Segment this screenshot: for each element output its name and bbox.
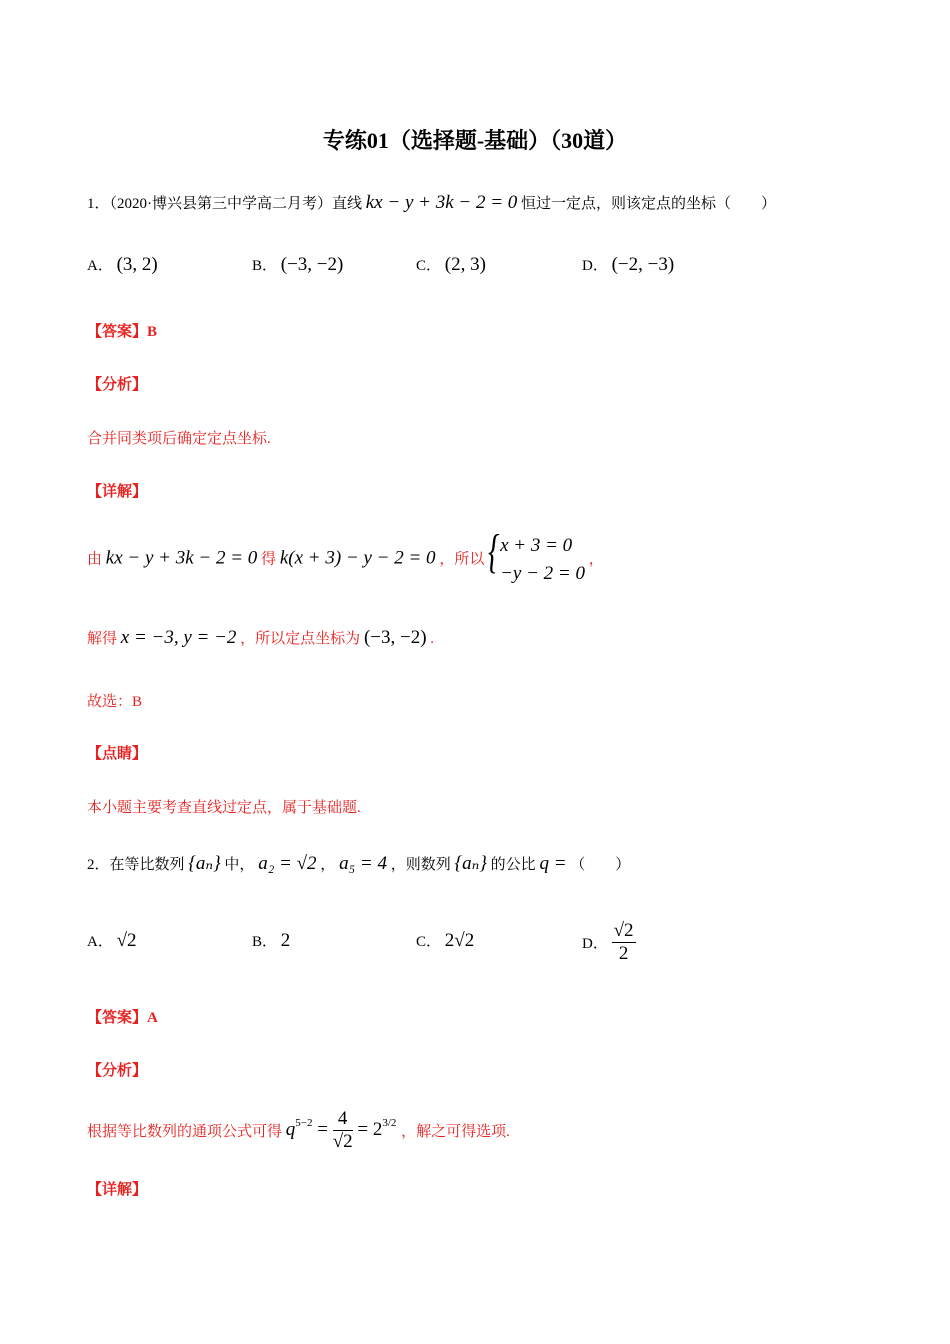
formula-fraction [333,1108,353,1153]
q2-option-d [582,920,636,965]
q2-detail-tag: 【详解】 [87,1182,148,1198]
q2-text: ，则数列 [390,857,451,873]
option-value: (−3, −2) [280,254,344,275]
question-2 [87,852,630,875]
q1-analysis-tag: 【分析】 [87,377,148,393]
q1-option-c [416,254,486,276]
q1-choose: 故选：B [87,694,143,710]
q2-text: 中， [224,857,255,873]
q2-analysis-line [87,1108,510,1153]
q2-analysis-tag: 【分析】 [87,1063,148,1079]
q1-prefix: 1．（2020·博兴县第三中学高二月考）直线 [87,196,362,212]
q1-comment-text: 本小题主要考查直线过定点，属于基础题. [87,800,361,816]
text-solve: 解得 [87,631,118,647]
fraction-denominator: √2 [332,1131,353,1152]
page-title: 专练01（选择题-基础）（30道） [322,128,628,153]
option-value: (3, 2) [116,254,158,275]
q1-suffix: 恒过一定点，则该定点的坐标（ ） [521,196,777,212]
option-letter: C． [416,258,442,274]
q2-option-a [87,930,137,952]
analysis-formula: $q^{5-2}$ = $\frac{4}{√2}$ = $2^{3/2}$ [285,1108,397,1152]
option-value: 2√2 [444,930,475,951]
q1-option-d [582,254,674,276]
option-letter: A． [87,258,113,274]
formula-exponent: 5−2 [295,1116,313,1129]
system-line-1: x + 3 = 0 [500,535,573,556]
q2-ratio-variable: q = [539,853,567,874]
option-value: (−2, −3) [611,254,675,275]
q1-option-b [252,254,343,276]
q1-detail-tag: 【详解】 [87,484,148,500]
option-value: (2, 3) [444,254,486,275]
solve-equation: x = −3, y = −2 [120,627,237,648]
fraction-denominator: 2 [618,943,629,964]
q2-option-c [416,930,474,952]
detail-equation-1: kx − y + 3k − 2 = 0 [105,547,258,569]
detail-equation-2: k(x + 3) − y − 2 = 0 [279,547,436,569]
fraction-numerator: √2 [613,920,634,941]
option-value: √2 [116,930,137,951]
equation-system [488,525,585,588]
q2-text: ， [320,857,336,873]
q2-paren: （ ） [570,857,631,873]
q2-sequence: {aₙ} [454,853,487,874]
q2-option-b [252,930,290,952]
q1-solve-line [87,627,434,649]
analysis-suffix: ，解之可得选项. [401,1124,510,1140]
q2-condition-2: a₅ = 4 [339,853,387,874]
rhs-exponent: 3/2 [382,1116,397,1129]
text-so: ，所以 [439,551,485,568]
formula-base: q [285,1118,296,1140]
q1-option-a [87,254,158,276]
option-letter: B． [252,258,278,274]
q2-prefix: 2．在等比数列 [87,857,185,873]
text-period: . [430,631,435,647]
text-comma: ， [588,551,604,568]
fraction-numerator: 4 [333,1108,353,1131]
option-letter: D． [582,936,608,952]
solve-point: (−3, −2) [363,627,427,648]
text-get: 得 [261,551,277,568]
analysis-prefix: 根据等比数列的通项公式可得 [87,1124,283,1140]
question-1 [87,192,776,214]
option-letter: D． [582,258,608,274]
q1-equation: kx − y + 3k − 2 = 0 [365,192,518,213]
brace-symbol: { [488,525,500,578]
option-fraction [612,920,636,965]
q1-analysis-text: 合并同类项后确定定点坐标. [87,431,271,447]
option-value: 2 [280,930,291,951]
q2-text: 的公比 [490,857,536,873]
option-letter: C． [416,934,442,950]
text-from: 由 [87,551,103,568]
q2-sequence: {aₙ} [188,853,221,874]
option-letter: B． [252,934,278,950]
q2-answer: 【答案】A [87,1010,158,1026]
system-line-2: −y − 2 = 0 [500,563,585,584]
text-solve-mid: ，所以定点坐标为 [240,631,361,647]
q1-answer: 【答案】B [87,324,158,340]
option-letter: A． [87,934,113,950]
rhs-base: 2 [372,1118,383,1140]
q1-detail-line [87,525,604,588]
q1-comment-tag: 【点睛】 [87,746,148,762]
q2-condition-1: a₂ = √2 [258,853,317,874]
